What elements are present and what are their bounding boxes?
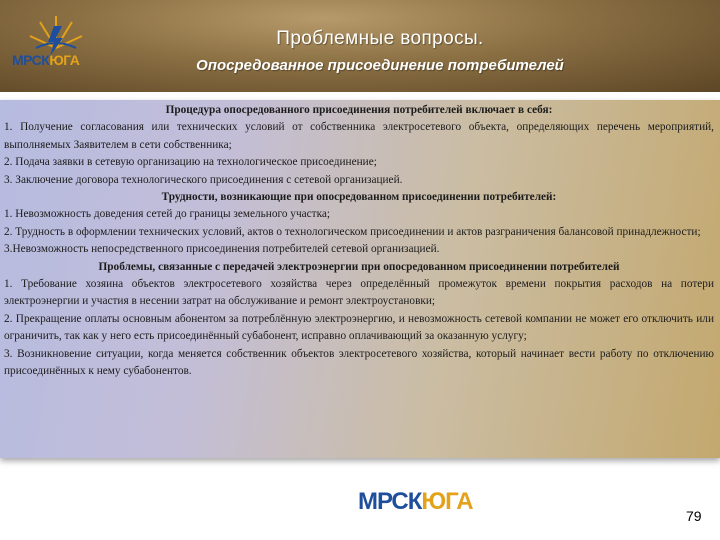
content-text bbox=[4, 102, 714, 381]
page-subtitle: Опосредованное присоединение потребителей bbox=[196, 57, 564, 74]
logo-part2: ЮГА bbox=[421, 488, 473, 515]
logo-bottom bbox=[350, 486, 530, 516]
section-heading: Трудности, возникающие при опосредованном присоединении потребителей: bbox=[161, 191, 557, 204]
page-title: Проблемные вопросы. bbox=[276, 28, 484, 49]
section-heading: Процедура опосредованного присоединения потребителей включает в себя: bbox=[165, 104, 553, 116]
list-item: 1. Невозможность доведения сетей до границы земельного участка; bbox=[4, 208, 331, 221]
list-item: 1. Требование хозяина объектов электросетевого хозяйства через определённый промежуток времени покрытия расходов на потери электроэнергии и участия в несении затрат на обслуживание и ремонт электроустановки; bbox=[4, 278, 714, 308]
logo-part1: МРСК bbox=[358, 488, 422, 515]
logo-part1: МРСК bbox=[12, 52, 50, 68]
logo-top bbox=[6, 8, 106, 80]
logo-bottom-text bbox=[358, 488, 473, 516]
page-number: 79 bbox=[686, 508, 702, 524]
section-heading: Проблемы, связанные с передачей электроэнергии при опосредованном присоединении потребителей bbox=[98, 260, 620, 273]
list-item: 2. Трудность в оформлении технических условий, актов о технологическом присоединении и актов разграничения балансовой принадлежности; bbox=[4, 225, 701, 238]
list-item: 2. Подача заявки в сетевую организацию на технологическое присоединение; bbox=[4, 156, 377, 169]
logo-part2: ЮГА bbox=[49, 52, 80, 68]
list-item: 2. Прекращение оплаты основным абонентом за потреблённую электроэнергию, и невозможность сетевой компании не может его отключить или ограничить, так как у него есть присоединённый субабонент, исправно оплачивающий за оказанную услугу; bbox=[4, 312, 714, 343]
list-item: 3. Заключение договора технологического присоединения с сетевой организацией. bbox=[4, 173, 403, 186]
logo-top-text bbox=[12, 52, 79, 68]
list-item: 3.Невозможность непосредственного присоединения потребителей сетевой организацией. bbox=[4, 243, 440, 256]
list-item: 1. Получение согласования или технических условий от собственника электросетевого объекта, определяющих перечень мероприятий, выполняемых Заявителем в сети собственника; bbox=[4, 121, 714, 151]
lightning-sun-icon bbox=[6, 8, 106, 80]
content-panel bbox=[0, 100, 720, 458]
list-item: 3. Возникновение ситуации, когда меняется собственник объектов электросетевого хозяйства, который начинает вести работу по отключению присоединённых к нему субабонентов. bbox=[4, 347, 714, 378]
header-band bbox=[0, 0, 720, 92]
